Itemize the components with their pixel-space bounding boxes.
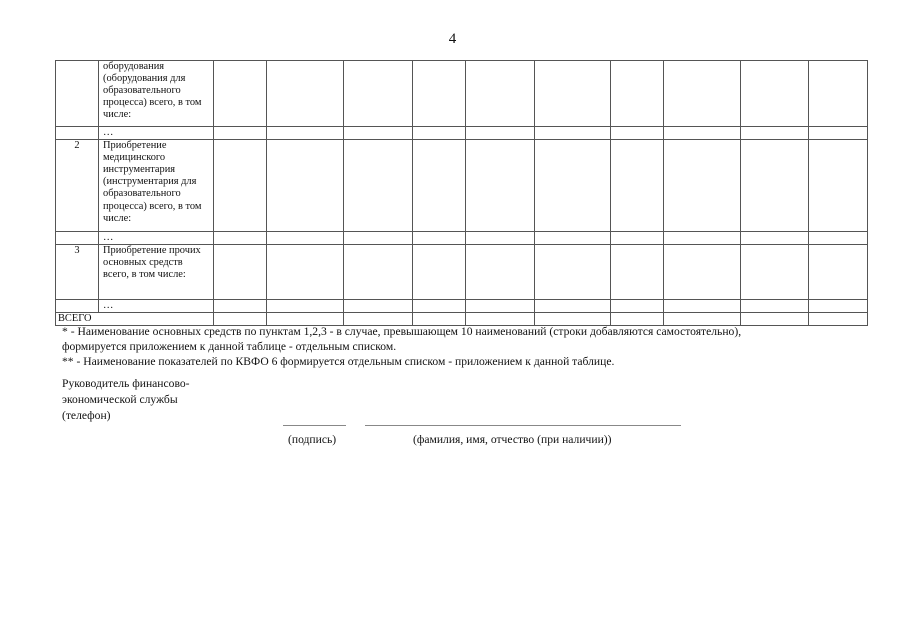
empty-cell <box>344 127 413 140</box>
empty-cell <box>466 245 535 300</box>
empty-cell <box>214 245 267 300</box>
signature-caption: (подпись) <box>288 433 337 446</box>
empty-cell <box>664 127 741 140</box>
table-row <box>56 140 868 232</box>
row-name: … <box>99 300 214 313</box>
empty-cell <box>809 232 868 245</box>
empty-cell <box>535 140 611 232</box>
empty-cell <box>664 232 741 245</box>
empty-cell <box>809 313 868 326</box>
empty-cell <box>413 300 466 313</box>
signatory-line-2: экономической службы <box>62 393 178 406</box>
empty-cell <box>664 61 741 127</box>
footnote-line-1: * - Наименование основных средств по пунктам 1,2,3 - в случае, превышающем 10 наименований (строки добавляются самостоятельно), <box>62 325 742 338</box>
empty-cell <box>535 300 611 313</box>
empty-cell <box>413 127 466 140</box>
empty-cell <box>413 140 466 232</box>
empty-cell <box>267 127 344 140</box>
empty-cell <box>344 245 413 300</box>
empty-cell <box>741 245 809 300</box>
row-number <box>56 300 99 313</box>
empty-cell <box>535 232 611 245</box>
table-body <box>56 61 868 326</box>
empty-cell <box>741 300 809 313</box>
empty-cell <box>535 245 611 300</box>
empty-cell <box>413 61 466 127</box>
name-line <box>365 425 681 426</box>
funds-table <box>55 60 868 326</box>
empty-cell <box>611 232 664 245</box>
empty-cell <box>466 61 535 127</box>
empty-cell <box>267 140 344 232</box>
page-number: 4 <box>448 31 457 47</box>
empty-cell <box>809 61 868 127</box>
table-row <box>56 245 868 300</box>
table-subrow <box>56 127 868 140</box>
footnote-line-3: ** - Наименование показателей по КВФО 6 формируется отдельным списком - приложением к данной таблице. <box>62 355 615 368</box>
empty-cell <box>214 140 267 232</box>
table-subrow <box>56 300 868 313</box>
empty-cell <box>741 232 809 245</box>
empty-cell <box>611 127 664 140</box>
row-number <box>56 127 99 140</box>
empty-cell <box>267 61 344 127</box>
row-name: оборудования (оборудования для образовательного процесса) всего, в том числе: <box>99 61 214 127</box>
row-name: … <box>99 127 214 140</box>
row-number <box>56 61 99 127</box>
empty-cell <box>664 300 741 313</box>
empty-cell <box>344 140 413 232</box>
empty-cell <box>611 61 664 127</box>
empty-cell <box>214 300 267 313</box>
empty-cell <box>809 140 868 232</box>
table-subrow <box>56 232 868 245</box>
signatory-line-1: Руководитель финансово- <box>62 377 190 390</box>
footnote-line-2: формируется приложением к данной таблице - отдельным списком. <box>62 340 397 353</box>
empty-cell <box>741 313 809 326</box>
empty-cell <box>344 232 413 245</box>
empty-cell <box>741 61 809 127</box>
table-row <box>56 61 868 127</box>
empty-cell <box>413 232 466 245</box>
empty-cell <box>535 61 611 127</box>
empty-cell <box>664 140 741 232</box>
empty-cell <box>809 300 868 313</box>
empty-cell <box>267 300 344 313</box>
empty-cell <box>466 232 535 245</box>
signatory-title <box>62 376 190 424</box>
signature-line <box>283 425 346 426</box>
signatory-line-3: (телефон) <box>62 409 111 422</box>
empty-cell <box>466 300 535 313</box>
empty-cell <box>466 127 535 140</box>
total-label: ВСЕГО <box>56 313 214 326</box>
empty-cell <box>809 245 868 300</box>
empty-cell <box>466 140 535 232</box>
empty-cell <box>344 300 413 313</box>
empty-cell <box>535 127 611 140</box>
empty-cell <box>344 61 413 127</box>
empty-cell <box>809 127 868 140</box>
row-name: Приобретение прочих основных средств всего, в том числе: <box>99 245 214 300</box>
empty-cell <box>741 140 809 232</box>
empty-cell <box>413 245 466 300</box>
row-name: Приобретение медицинского инструментария (инструментария для образовательного процесса) всего, в том числе: <box>99 140 214 232</box>
row-name: … <box>99 232 214 245</box>
empty-cell <box>267 245 344 300</box>
empty-cell <box>214 61 267 127</box>
empty-cell <box>611 245 664 300</box>
name-caption: (фамилия, имя, отчество (при наличии)) <box>413 433 612 446</box>
row-number: 2 <box>56 140 99 232</box>
empty-cell <box>611 140 664 232</box>
empty-cell <box>611 300 664 313</box>
empty-cell <box>214 127 267 140</box>
empty-cell <box>267 232 344 245</box>
empty-cell <box>214 232 267 245</box>
empty-cell <box>741 127 809 140</box>
empty-cell <box>664 245 741 300</box>
row-number <box>56 232 99 245</box>
row-number: 3 <box>56 245 99 300</box>
